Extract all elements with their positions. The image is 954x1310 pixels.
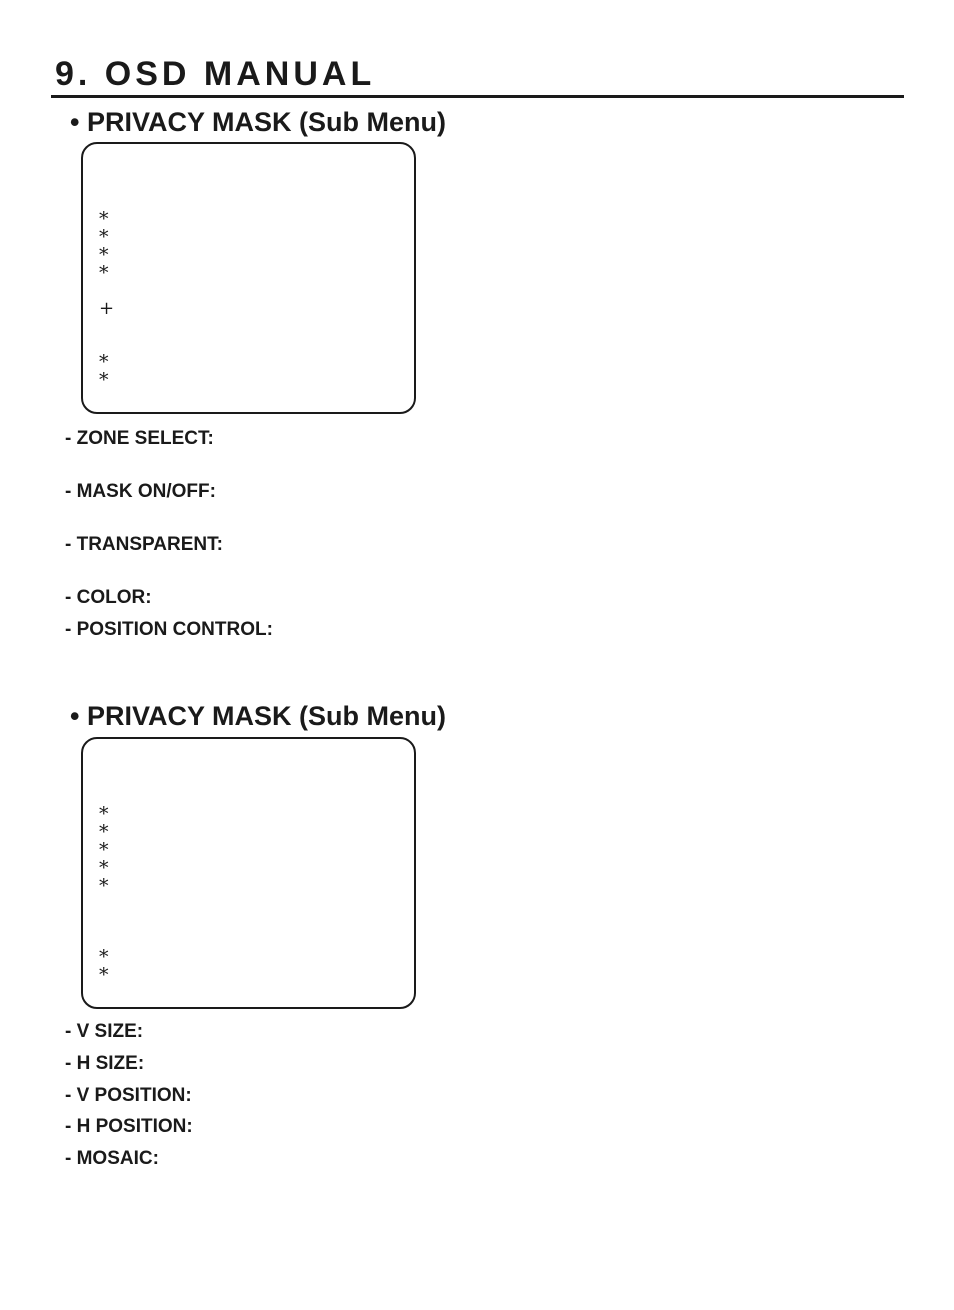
label-zone-select: - ZONE SELECT:: [65, 428, 214, 449]
menu-marker: *: [99, 226, 109, 248]
section-heading-privacy-mask-1: • PRIVACY MASK (Sub Menu): [70, 107, 446, 137]
label-h-position: - H POSITION:: [65, 1116, 193, 1137]
menu-marker: *: [99, 946, 109, 968]
osd-menu-box-1: [81, 142, 416, 414]
menu-marker: *: [99, 244, 109, 266]
label-v-position: - V POSITION:: [65, 1085, 192, 1106]
menu-marker: *: [99, 351, 109, 373]
menu-marker: *: [99, 875, 109, 897]
label-mask-on-off: - MASK ON/OFF:: [65, 481, 216, 502]
menu-marker: *: [99, 369, 109, 391]
menu-cursor-marker: +: [99, 298, 115, 319]
menu-marker: *: [99, 208, 109, 230]
menu-marker: *: [99, 803, 109, 825]
label-h-size: - H SIZE:: [65, 1053, 145, 1074]
title-rule: [51, 95, 904, 98]
menu-marker: *: [99, 839, 109, 861]
section-heading-privacy-mask-2: • PRIVACY MASK (Sub Menu): [70, 701, 446, 731]
label-v-size: - V SIZE:: [65, 1021, 144, 1042]
menu-marker: *: [99, 821, 109, 843]
label-position-control: - POSITION CONTROL:: [65, 619, 273, 640]
label-color: - COLOR:: [65, 587, 152, 608]
page-title: 9. OSD MANUAL: [55, 55, 376, 93]
menu-marker: *: [99, 964, 109, 986]
label-transparent: - TRANSPARENT:: [65, 534, 223, 555]
osd-menu-box-2: [81, 737, 416, 1009]
menu-marker: *: [99, 262, 109, 284]
menu-marker: *: [99, 857, 109, 879]
label-mosaic: - MOSAIC:: [65, 1148, 159, 1169]
